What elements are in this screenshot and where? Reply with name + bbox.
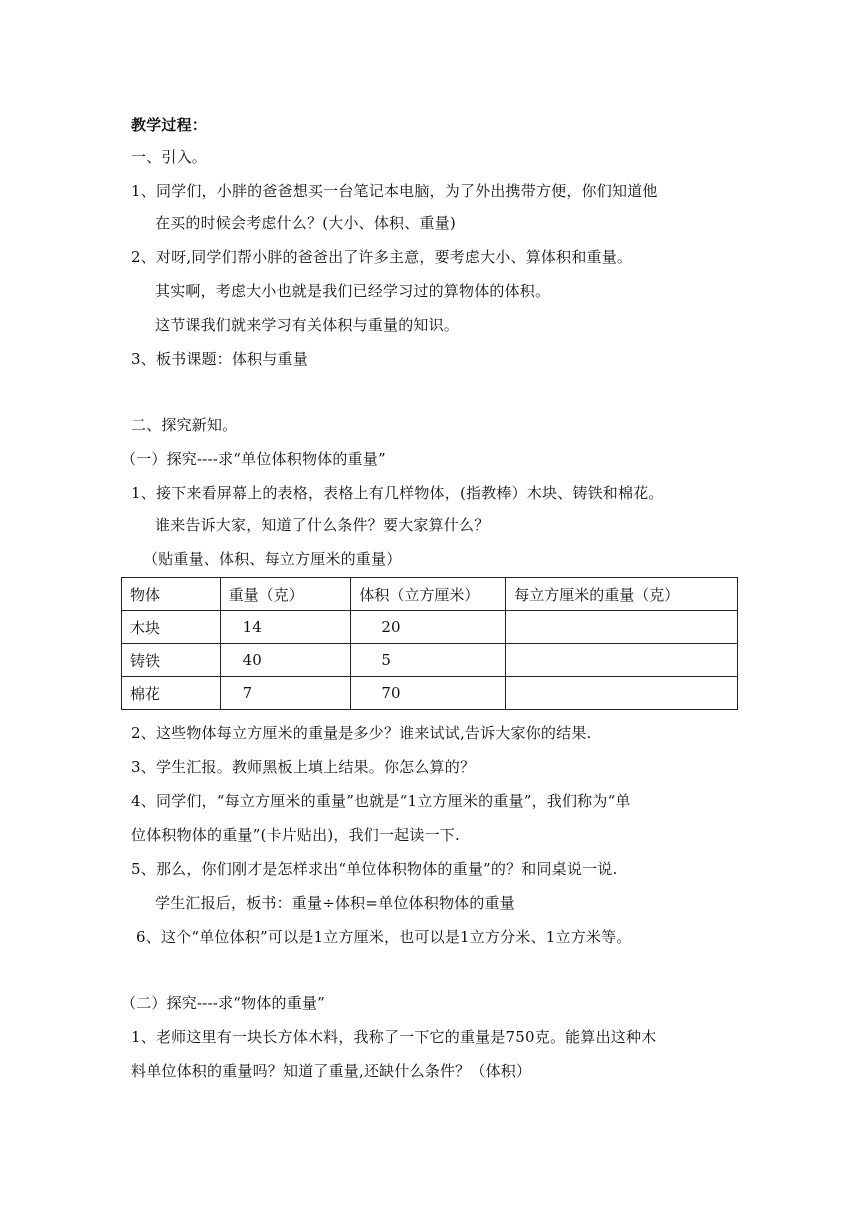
table-cell	[506, 611, 738, 644]
text-line: 一、引入。	[131, 148, 208, 166]
text-line: 4、同学们，“每立方厘米的重量”也就是“1立方厘米的重量”，我们称为“单	[131, 792, 631, 810]
table-cell: 7	[220, 677, 351, 710]
text-line: 1、接下来看屏幕上的表格，表格上有几样物体，(指教棒）木块、铸铁和棉花。	[131, 484, 664, 502]
text-line: 学生汇报后，板书：重量÷体积=单位体积物体的重量	[155, 894, 515, 912]
table-cell: 铸铁	[122, 644, 221, 677]
table-cell: 木块	[122, 611, 221, 644]
weight-volume-table	[121, 577, 738, 710]
text-line: 其实啊，考虑大小也就是我们已经学习过的算物体的体积。	[155, 282, 551, 300]
table-header-cell: 重量（克）	[220, 578, 351, 611]
table-row	[122, 611, 738, 644]
text-line: 2、对呀,同学们帮小胖的爸爸出了许多主意，要考虑大小、算体积和重量。	[131, 248, 633, 266]
table-header-cell: 物体	[122, 578, 221, 611]
table-row	[122, 677, 738, 710]
table-cell: 棉花	[122, 677, 221, 710]
table-cell	[506, 644, 738, 677]
text-line: 1、同学们，小胖的爸爸想买一台笔记本电脑，为了外出携带方便，你们知道他	[131, 182, 658, 200]
section-heading: 教学过程：	[131, 116, 208, 134]
table-row	[122, 644, 738, 677]
text-line: 3、板书课题：体积与重量	[131, 350, 308, 368]
text-line: （二）探究----求“物体的重量”	[121, 994, 326, 1012]
text-line: 位体积物体的重量”(卡片贴出)，我们一起读一下.	[131, 826, 460, 844]
table-header-cell: 体积（立方厘米）	[351, 578, 506, 611]
table-cell: 5	[351, 644, 506, 677]
text-line: 6、这个“单位体积”可以是1立方厘米，也可以是1立方分米、1立方米等。	[136, 928, 632, 946]
text-line: 2、这些物体每立方厘米的重量是多少？谁来试试,告诉大家你的结果.	[131, 724, 592, 742]
table-cell	[506, 677, 738, 710]
table-cell: 20	[351, 611, 506, 644]
text-line: 谁来告诉大家，知道了什么条件？要大家算什么？	[155, 516, 490, 534]
text-line: 二、探究新知。	[131, 416, 238, 434]
table-cell: 70	[351, 677, 506, 710]
table-header-cell: 每立方厘米的重量（克）	[506, 578, 738, 611]
table-header-row	[122, 578, 738, 611]
text-line: （贴重量、体积、每立方厘米的重量）	[143, 550, 402, 568]
text-line: 3、学生汇报。教师黑板上填上结果。你怎么算的？	[131, 758, 476, 776]
text-line: 料单位体积的重量吗？知道了重量,还缺什么条件？（体积）	[131, 1062, 532, 1080]
text-line: 在买的时候会考虑什么？(大小、体积、重量)	[155, 214, 456, 232]
text-line: 5、那么，你们刚才是怎样求出“单位体积物体的重量”的？和同桌说一说.	[131, 860, 618, 878]
text-line: 1、老师这里有一块长方体木料，我称了一下它的重量是750克。能算出这种木	[131, 1028, 657, 1046]
table-cell: 14	[220, 611, 351, 644]
text-line: 这节课我们就来学习有关体积与重量的知识。	[155, 316, 460, 334]
table-cell: 40	[220, 644, 351, 677]
text-line: （一）探究----求“单位体积物体的重量”	[121, 450, 386, 468]
